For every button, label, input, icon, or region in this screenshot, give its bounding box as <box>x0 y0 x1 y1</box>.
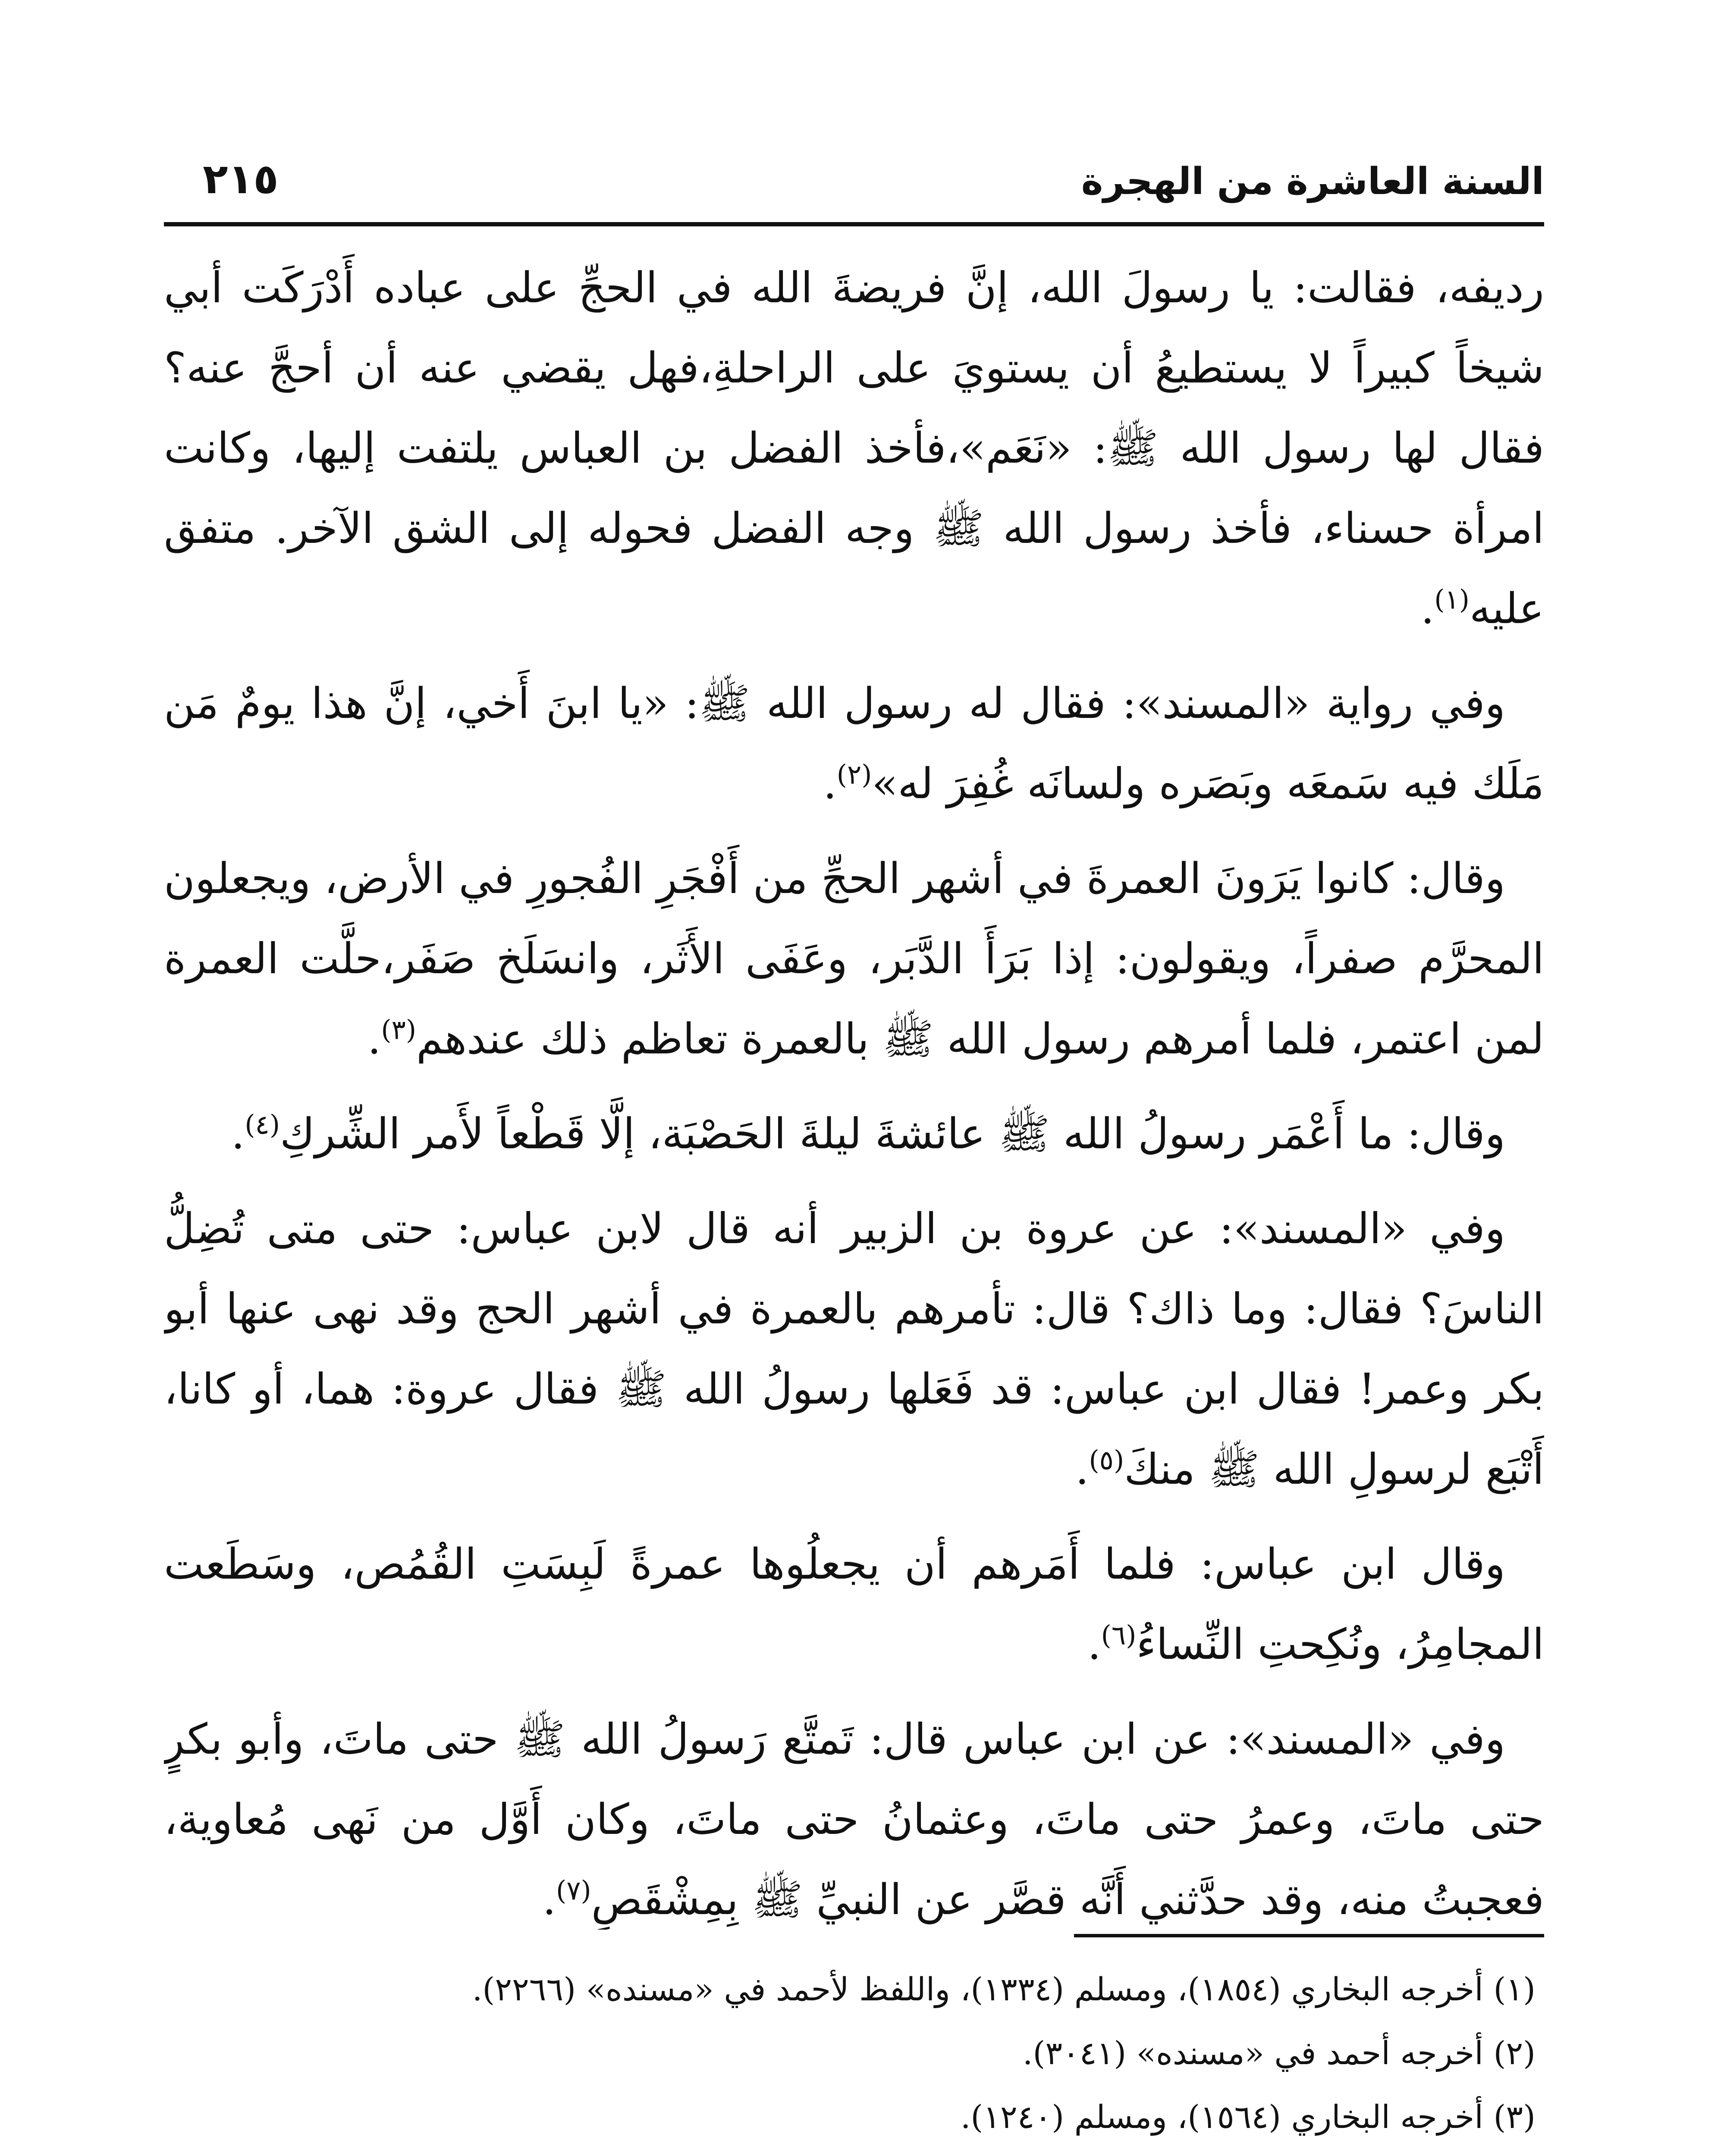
paragraph-end: . <box>367 1015 381 1064</box>
paragraph <box>164 248 1544 649</box>
header-divider <box>164 222 1544 226</box>
paragraph <box>164 1094 1544 1174</box>
paragraph <box>164 1699 1544 1930</box>
paragraph-text: وفي «المسند»: عن ابن عباس قال: تَمتَّع رَسولُ الله ﷺ حتى ماتَ، وأبو بكرٍ حتى ماتَ، وعمرُ حتى ماتَ، وعثمانُ حتى ماتَ، وكان أَوَّل من نَهى مُعاوية، فعجبتُ منه، وقد حدَّثني أَنَّه قصَّر عن النبيِّ ﷺ بِمِشْقَصٍ <box>164 1715 1544 1924</box>
paragraph-text: وقال: ما أَعْمَر رسولُ الله ﷺ عائشةَ ليلةَ الحَصْبَة، إلَّا قَطْعاً لأَمر الشِّركِ <box>280 1109 1505 1159</box>
footnotes <box>164 1958 1544 2156</box>
paragraph-end: . <box>1421 584 1435 633</box>
paragraph-end: . <box>823 759 837 808</box>
footnote-ref: (٢) <box>836 758 872 790</box>
paragraph-text: رديفه، فقالت: يا رسولَ الله، إنَّ فريضةَ الله في الحجِّ على عباده أَدْرَكَت أبي شيخاً كبيراً لا يستطيعُ أن يستويَ على الراحلةِ،فهل يقضي عنه أن أحجَّ عنه؟ فقال لها رسول الله ﷺ: «نَعَم»،فأخذ الفضل بن العباس يلتفت إليها، وكانت امرأة حسناء، فأخذ رسول الله ﷺ وجه الفضل فحوله إلى الشق الآخر. متفق عليه <box>164 263 1544 633</box>
running-header <box>164 142 1544 224</box>
footnote-ref: (٧) <box>556 1874 591 1906</box>
paragraph-text: وفي «المسند»: عن عروة بن الزبير أنه قال لابن عباس: حتى متى تُضِلُّ الناسَ؟ فقال: وما ذاك؟ قال: تأمرهم بالعمرة في أشهر الحج وقد نهى عنها أبو بكر وعمر! فقال ابن عباس: قد فَعَلها رسولُ الله ﷺ فقال عروة: هما، أو كانا، أَتْبَع لرسولِ الله ﷺ منكَ <box>164 1204 1544 1494</box>
footnote-ref: (٥) <box>1089 1444 1124 1476</box>
paragraph-end: . <box>1075 1445 1089 1494</box>
footnote: (١) أخرجه البخاري (١٨٥٤)، ومسلم (١٣٣٤)، واللفظ لأحمد في «مسنده» (٢٢٦٦). <box>472 1971 1536 2008</box>
footnote <box>164 2149 1544 2156</box>
paragraph-text: وقال: كانوا يَرَونَ العمرةَ في أشهر الحجِّ من أَفْجَرِ الفُجورِ في الأرض، ويجعلون المحرَّم صفراً، ويقولون: إذا بَرَأَ الدَّبَر، وعَفَى الأَثَر، وانسَلَخ صَفَر،حلَّت العمرة لمن اعتمر، فلما أمرهم رسول الله ﷺ بالعمرة تعاظم ذلك عندهم <box>164 854 1544 1064</box>
paragraph-text: وفي رواية «المسند»: فقال له رسول الله ﷺ: «يا ابنَ أَخي، إنَّ هذا يومٌ مَن مَلَك فيه سَمعَه وبَصَره ولسانَه غُفِرَ له» <box>164 679 1544 808</box>
paragraph-end: . <box>1087 1620 1101 1669</box>
page-number: ٢١٥ <box>203 155 279 203</box>
paragraph <box>164 664 1544 824</box>
chapter-title: السنة العاشرة من الهجرة <box>1081 160 1544 203</box>
footnote-ref: (٦) <box>1101 1619 1137 1651</box>
footnote: (٣) أخرجه البخاري (١٥٦٤)، ومسلم (١٢٤٠). <box>960 2099 1536 2136</box>
footnote: (٢) أخرجه أحمد في «مسنده» (٣٠٤١). <box>1022 2035 1536 2072</box>
paragraph <box>164 1189 1544 1510</box>
paragraph <box>164 839 1544 1079</box>
paragraph-text: وقال ابن عباس: فلما أَمَرهم أن يجعلُوها عمرةً لَبِسَتِ القُمُص، وسَطَعت المجامِرُ، ونُكِحتِ النِّساءُ <box>164 1540 1544 1669</box>
footnote-ref: (٣) <box>381 1014 417 1046</box>
paragraph-end: . <box>542 1875 556 1924</box>
footnote-ref: (١) <box>1434 583 1470 615</box>
footnote-divider <box>1074 1934 1544 1937</box>
paragraph <box>164 1524 1544 1685</box>
paragraph-end: . <box>231 1109 245 1159</box>
footnote-ref: (٤) <box>245 1109 280 1141</box>
main-text <box>164 248 1544 1930</box>
